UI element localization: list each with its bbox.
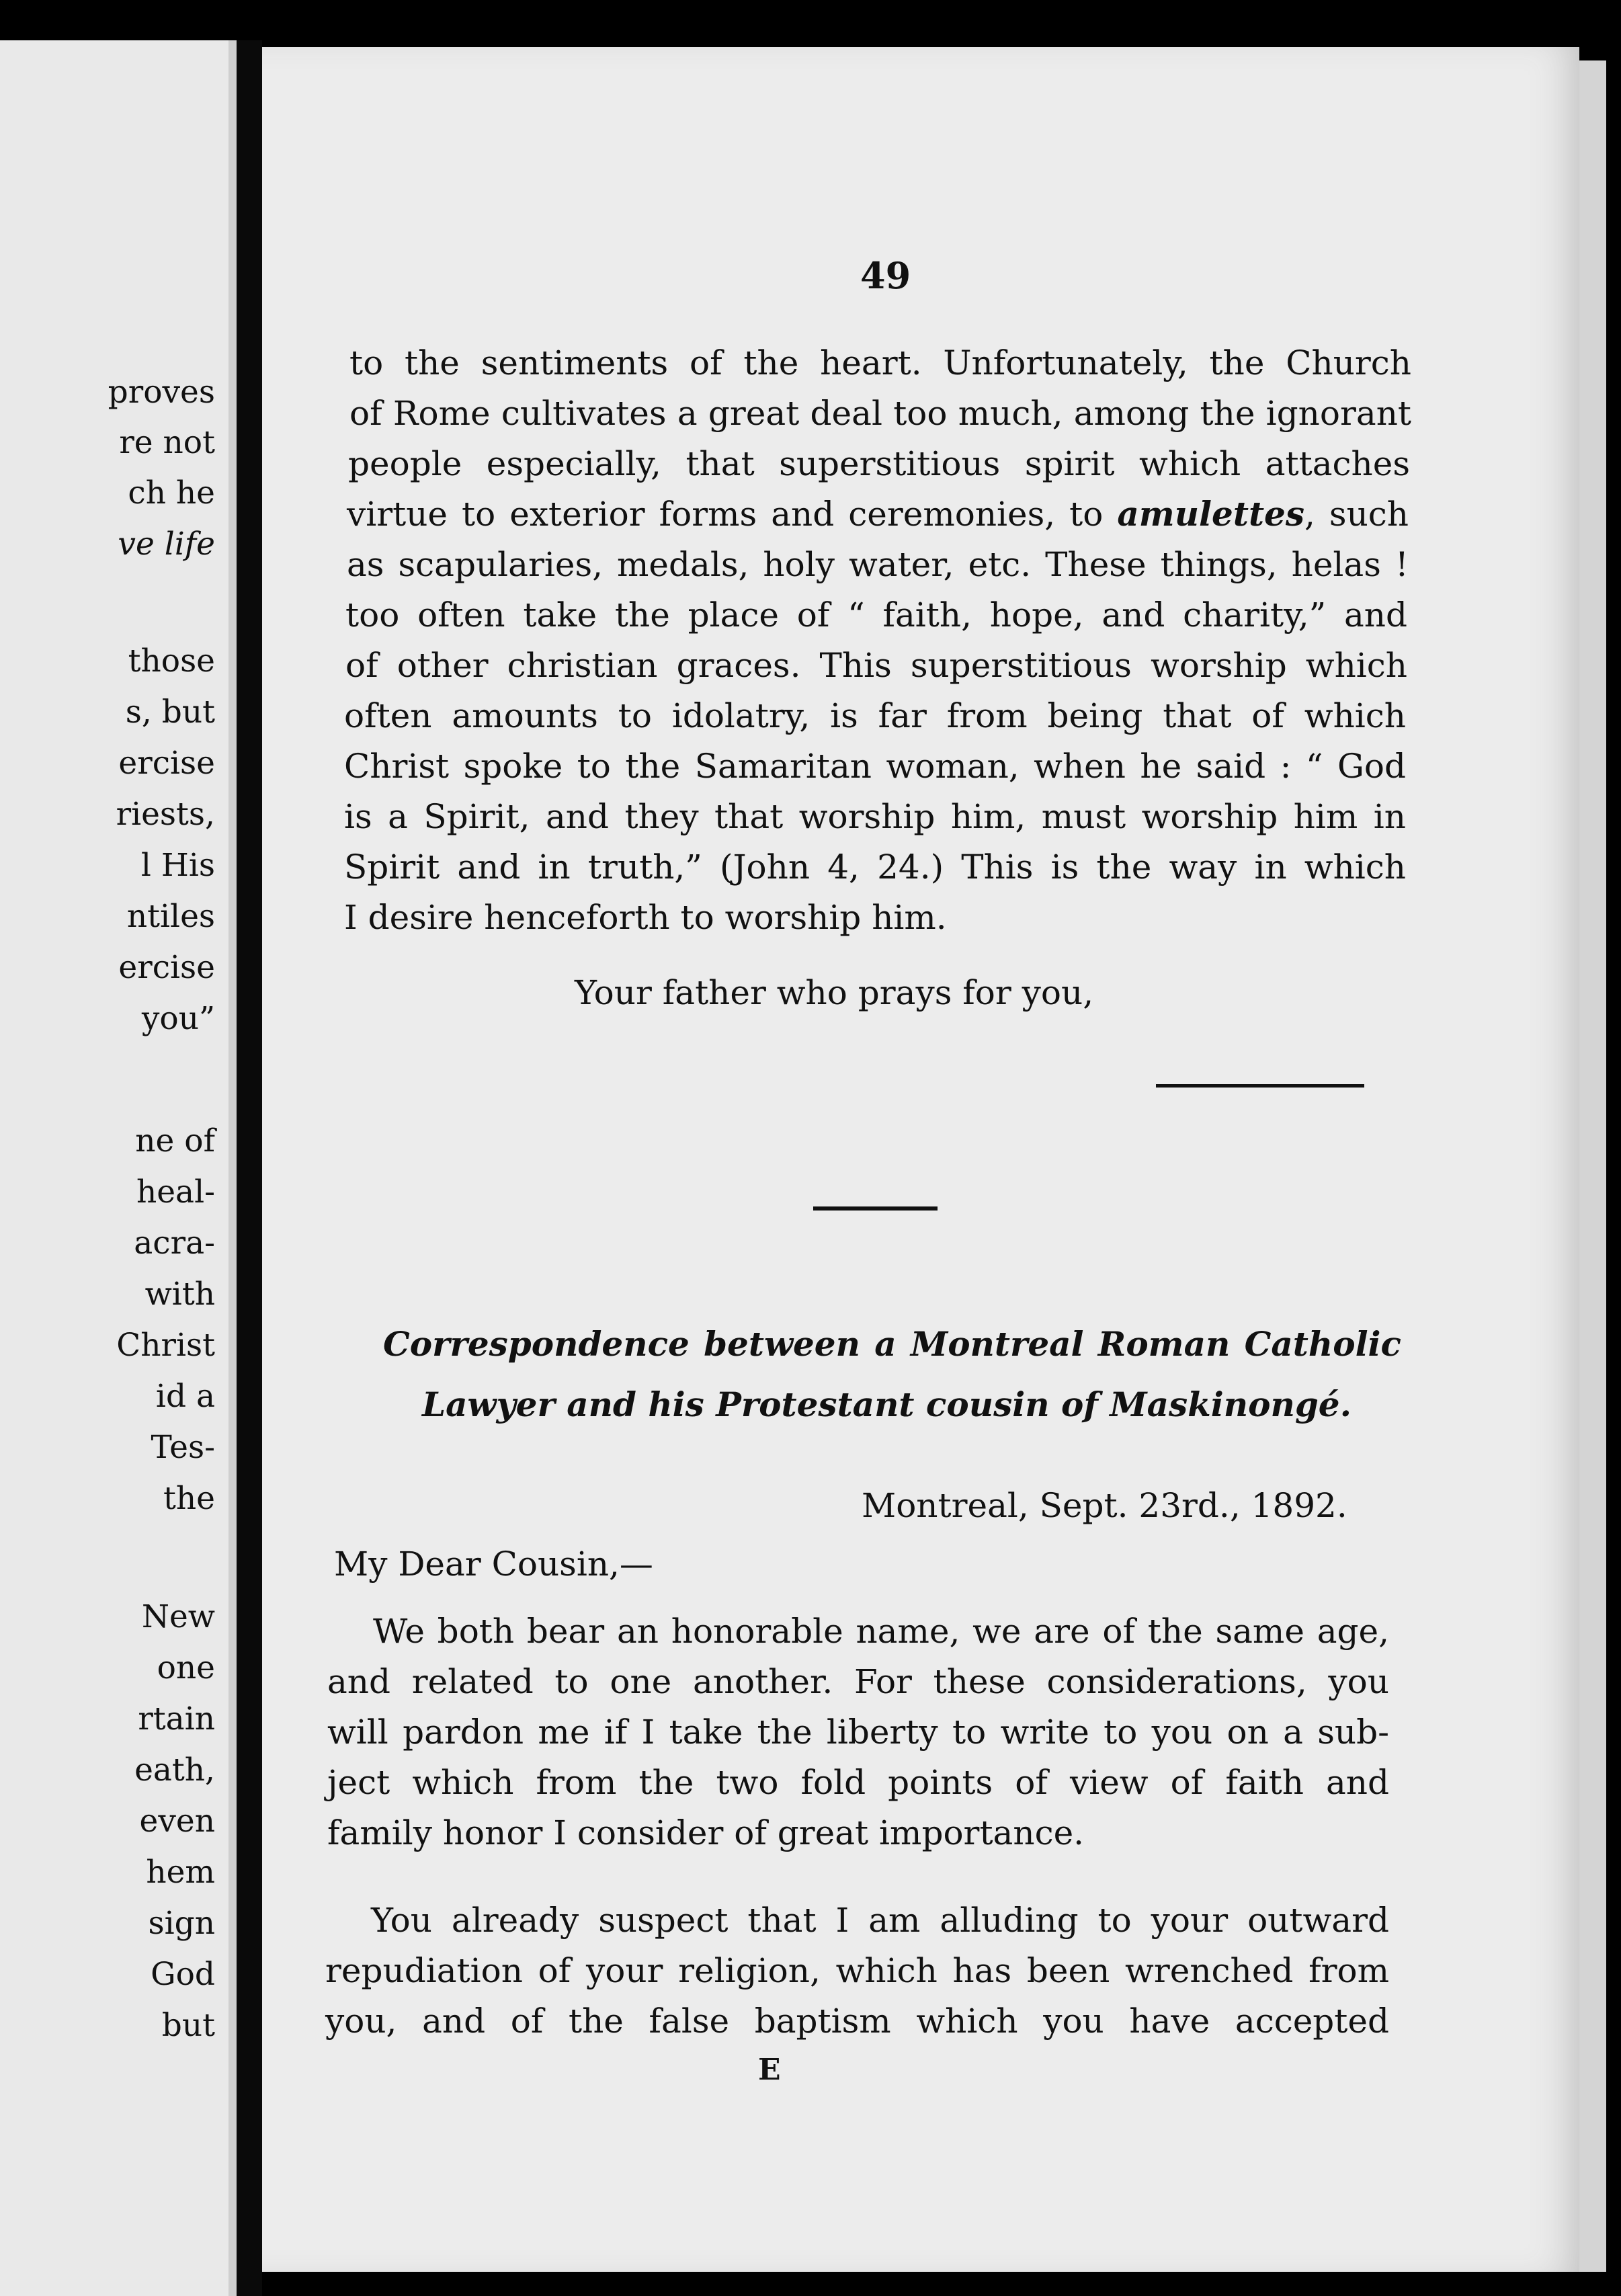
- left-page-fragment: l His: [140, 847, 215, 884]
- emphasis-word: amulettes: [1117, 494, 1305, 534]
- left-page-fragment: ercise: [118, 949, 215, 986]
- paragraph1-line: is a Spirit, and they that worship him, must worship him in: [344, 797, 1406, 836]
- section-divider: [813, 1206, 938, 1211]
- signature-rule: [1156, 1084, 1364, 1088]
- left-page-fragment: but: [161, 2007, 215, 2044]
- left-page-fragment: ve life: [118, 526, 215, 563]
- left-page-fragment: God: [151, 1956, 215, 1993]
- paragraph1-last-line: I desire henceforth to worship him.: [344, 898, 947, 937]
- left-page-fragment: New: [141, 1598, 215, 1635]
- left-page-fragment: proves: [108, 374, 215, 411]
- section-heading-line: Lawyer and his Protestant cousin of Maskinongé.: [422, 1385, 1352, 1424]
- paragraph2-line: We both bear an honorable name, we are of the same age,: [373, 1612, 1389, 1651]
- paragraph2-line: and related to one another. For these considerations, you: [327, 1662, 1389, 1701]
- left-facing-page: [0, 40, 237, 2296]
- left-page-fragment: one: [157, 1649, 215, 1686]
- paragraph3-line: repudiation of your religion, which has been wrenched from: [325, 1951, 1389, 1990]
- closing-line: Your father who prays for you,: [575, 973, 1094, 1012]
- left-page-fragment: eath,: [134, 1752, 215, 1789]
- left-page-fragment: sign: [148, 1905, 215, 1942]
- paragraph3-line: You already suspect that I am alluding to your outward: [371, 1901, 1389, 1940]
- letter-dateline: Montreal, Sept. 23rd., 1892.: [862, 1486, 1347, 1525]
- letter-salutation: My Dear Cousin,—: [334, 1545, 653, 1584]
- paragraph2-line: ject which from the two fold points of view of faith and: [327, 1763, 1389, 1802]
- paragraph1-line: of Rome cultivates a great deal too much, among the ignorant: [349, 394, 1411, 433]
- left-page-fragment: re not: [119, 424, 215, 461]
- left-page-fragment: those: [128, 643, 215, 680]
- paragraph1-line: virtue to exterior forms and ceremonies, to amulettes, such: [347, 494, 1409, 534]
- left-page-fragment: you”: [141, 1000, 215, 1037]
- left-page-fragment: the: [163, 1480, 215, 1517]
- left-page-fragment: acra-: [134, 1225, 215, 1262]
- paragraph1-line: to the sentiments of the heart. Unfortunately, the Church: [349, 343, 1411, 382]
- left-page-fragment: Tes-: [151, 1429, 215, 1466]
- page-edge: [1579, 60, 1606, 2272]
- left-page-fragment: rtain: [138, 1700, 215, 1737]
- paragraph1-line: as scapularies, medals, holy water, etc. These things, helas !: [347, 545, 1409, 584]
- left-page-fragment: id a: [155, 1378, 215, 1415]
- paragraph1-line: Christ spoke to the Samaritan woman, when he said : “ God: [344, 747, 1406, 786]
- paragraph2-last-line: family honor I consider of great importance.: [327, 1813, 1085, 1852]
- left-page-fragment: ntiles: [126, 898, 215, 935]
- left-page-fragment: s, but: [125, 694, 215, 731]
- left-page-fragment: even: [139, 1803, 215, 1840]
- paragraph1-line: too often take the place of “ faith, hope, and charity,” and: [345, 596, 1407, 634]
- paragraph1-line: Spirit and in truth,” (John 4, 24.) This is the way in which: [344, 848, 1406, 887]
- paragraph1-line: people especially, that superstitious spirit which attaches: [348, 444, 1410, 483]
- left-page-fragment: riests,: [116, 796, 215, 833]
- paragraph1-line: of other christian graces. This superstitious worship which: [345, 646, 1407, 685]
- book-gutter: [237, 40, 262, 2296]
- left-page-fragment: ch he: [128, 475, 215, 511]
- paragraph3-line: you, and of the false baptism which you have accepted: [325, 2002, 1389, 2041]
- left-page-fragment: heal-: [136, 1174, 215, 1211]
- signature-mark: E: [758, 2053, 781, 2087]
- page-number: 49: [860, 254, 911, 297]
- left-page-fragment: hem: [146, 1854, 215, 1891]
- paragraph1-line: often amounts to idolatry, is far from being that of which: [344, 696, 1406, 735]
- paragraph2-line: will pardon me if I take the liberty to write to you on a sub-: [327, 1713, 1389, 1752]
- left-page-fragment: with: [144, 1276, 215, 1313]
- left-page-fragment: ne of: [135, 1122, 215, 1159]
- section-heading-line: Correspondence between a Montreal Roman Catholic: [383, 1324, 1401, 1364]
- left-page-fragment: ercise: [118, 745, 215, 782]
- left-page-fragment: Christ: [116, 1327, 215, 1364]
